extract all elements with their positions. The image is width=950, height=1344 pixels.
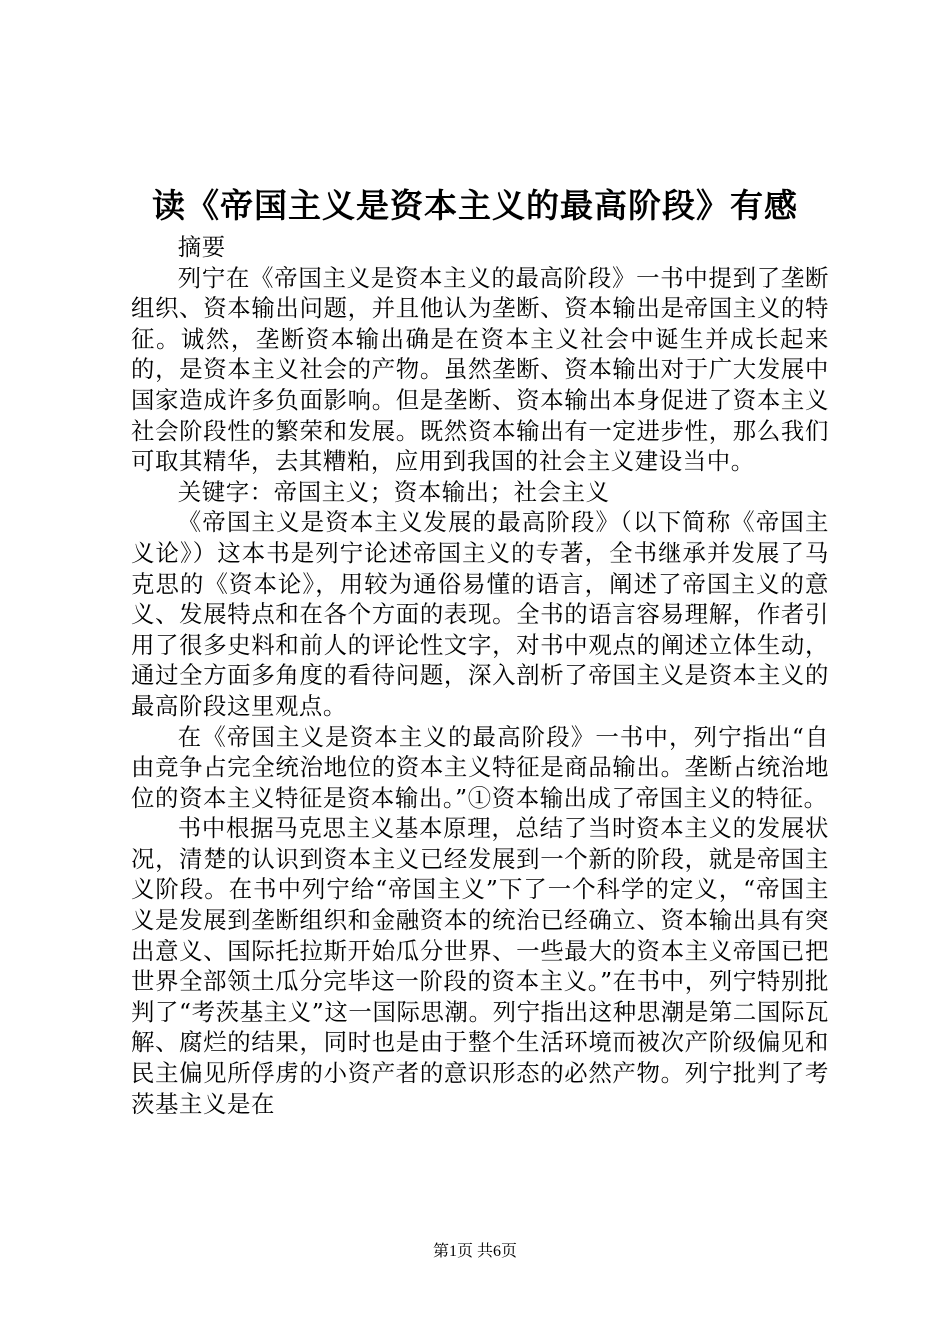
document-body [131,232,829,1119]
abstract-heading: 摘要 [177,233,226,261]
body-paragraph: 书中根据马克思主义基本原理，总结了当时资本主义的发展状况，清楚的认识到资本主义已经发展到一个新的阶段，就是帝国主义阶段。在书中列宁给“帝国主义”下了一个科学的定义，“帝国主义是发展到垄断组织和金融资本的统治已经确立、资本输出具有突出意义、国际托拉斯开始瓜分世界、一些最大的资本主义帝国已把世界全部领土瓜分完毕这一阶段的资本主义。”在书中，列宁特别批判了“考茨基主义”这一国际思潮。列宁指出这种思潮是第二国际瓦解、腐烂的结果，同时也是由于整个生活环境而被次产阶级偏见和民主偏见所俘虏的小资产者的意识形态的必然产物。列宁批判了考茨基主义是在 [131,814,829,1118]
page-footer: 第1页 共6页 [432,1243,517,1260]
body-paragraph: 《帝国主义是资本主义发展的最高阶段》（以下简称《帝国主义论》）这本书是列宁论述帝国主义的专著，全书继承并发展了马克思的《资本论》，用较为通俗易懂的语言，阐述了帝国主义的意义、发展特点和在各个方面的表现。全书的语言容易理解，作者引用了很多史料和前人的评论性文字，对书中观点的阐述立体生动，通过全方面多角度的看待问题，深入剖析了帝国主义是资本主义的最高阶段这里观点。 [131,508,829,720]
keywords-line: 关键字：帝国主义；资本输出；社会主义 [177,477,610,506]
abstract-paragraph: 列宁在《帝国主义是资本主义的最高阶段》一书中提到了垄断组织、资本输出问题，并且他认为垄断、资本输出是帝国主义的特征。诚然，垄断资本输出确是在资本主义社会中诞生并成长起来的，是资本主义社会的产物。虽然垄断、资本输出对于广大发展中国家造成许多负面影响。但是垄断、资本输出本身促进了资本主义社会阶段性的繁荣和发展。既然资本输出有一定进步性，那么我们可取其精华，去其糟粕，应用到我国的社会主义建设当中。 [131,263,829,476]
document-title: 读《帝国主义是资本主义的最高阶段》有感 [152,186,798,225]
body-paragraph: 在《帝国主义是资本主义的最高阶段》一书中，列宁指出“自由竞争占完全统治地位的资本主义特征是商品输出。垄断占统治地位的资本主义特征是资本输出。”①资本输出成了帝国主义的特征。 [131,722,829,812]
